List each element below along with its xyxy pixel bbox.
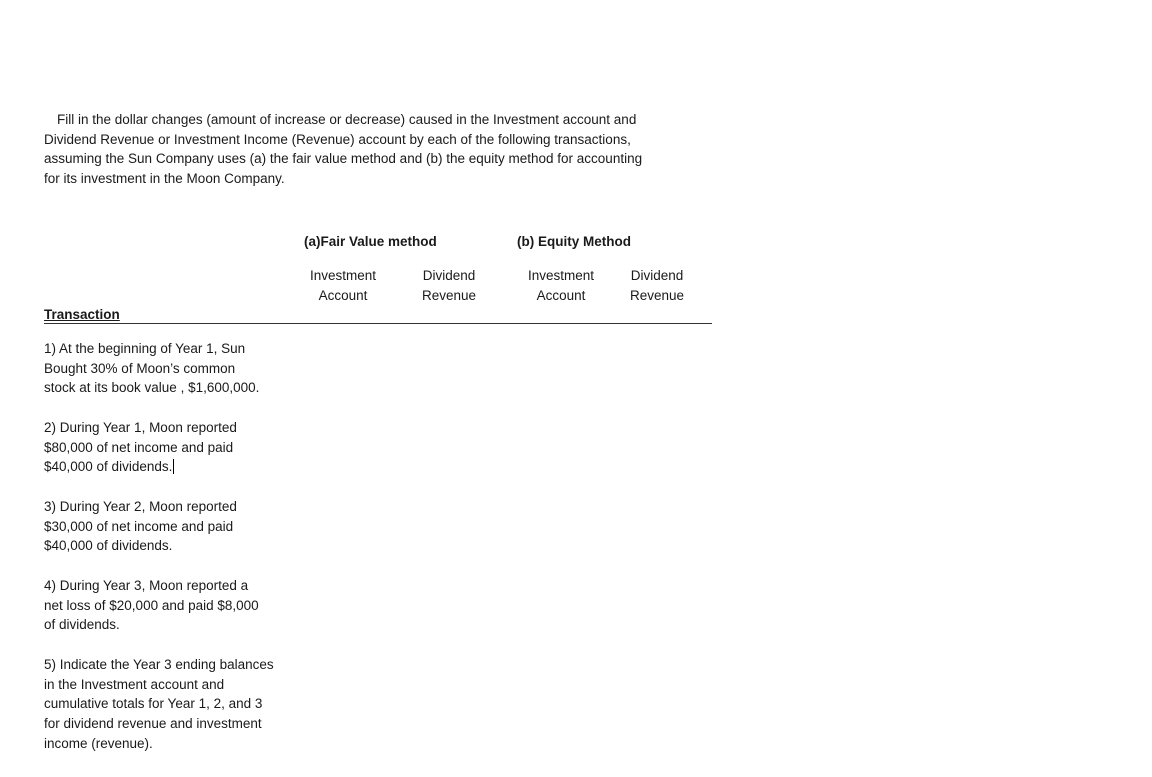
- instructions-line: Dividend Revenue or Investment Income (Revenue) account by each of the following transactions,: [44, 131, 631, 147]
- instructions-line: Fill in the dollar changes (amount of increase or decrease) caused in the Investment account and: [57, 112, 637, 127]
- instructions-line: assuming the Sun Company uses (a) the fair value method and (b) the equity method for accounting: [44, 151, 643, 166]
- fair-value-method-heading: (a)Fair Value method: [304, 234, 437, 249]
- transaction-item: 3) During Year 2, Moon reported $30,000 of net income and paid $40,000 of dividends.: [44, 499, 237, 554]
- instructions-paragraph: [44, 110, 724, 188]
- equity-method-heading: (b) Equity Method: [517, 234, 631, 249]
- instructions-line: for its investment in the Moon Company.: [44, 170, 285, 186]
- eq-investment-account-header: Investment Account: [527, 268, 595, 303]
- transaction-column-header: Transaction: [44, 307, 120, 322]
- eq-dividend-revenue-header: Dividend Revenue: [629, 268, 685, 303]
- fv-dividend-revenue-header: Dividend Revenue: [421, 268, 477, 303]
- text-cursor: [173, 459, 174, 474]
- transaction-item: 2) During Year 1, Moon reported $80,000 of net income and paid $40,000 of dividends.: [44, 420, 237, 475]
- fv-investment-account-header: Investment Account: [309, 268, 377, 303]
- header-rule: [44, 323, 712, 324]
- transaction-item: 5) Indicate the Year 3 ending balances in the Investment account and cumulative totals for Year 1, 2, and 3 for dividend revenue and investment income (revenue).: [44, 657, 274, 751]
- transaction-item: 1) At the beginning of Year 1, Sun Bought 30% of Moon’s common stock at its book value , $1,600,000.: [44, 341, 260, 396]
- transaction-item: 4) During Year 3, Moon reported a net loss of $20,000 and paid $8,000 of dividends.: [44, 578, 259, 633]
